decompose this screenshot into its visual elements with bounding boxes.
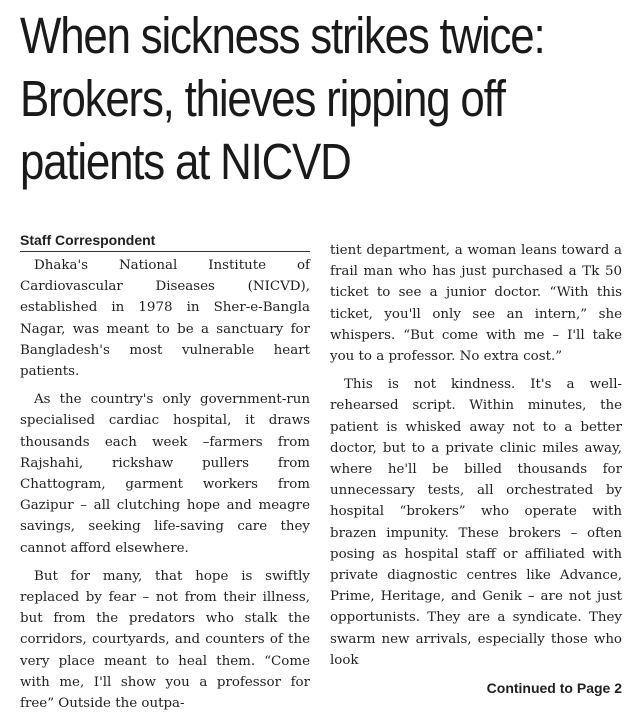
paragraph-2: As the country's only government-run specialised cardiac hospital, it draws thousands each week –farmers from Rajshahi, rickshaw pullers from Chattogram, garment workers from Gazipur – all clutching hope and meagre savings, seeking life-saving care they cannot afford elsewhere. [20,392,310,556]
headline [20,4,545,193]
paragraph-3: But for many, that hope is swiftly replaced by fear – not from their illness, but from the predators who stalk the corridors, courtyards, and counters of the very place meant to heal them. “Come with me, I'll show you a professor for free” Outside the outpa- [20,568,310,712]
headline-line-2: Brokers, thieves ripping off [20,70,505,127]
article-column-right [330,240,622,699]
headline-line-3: patients at NICVD [20,133,351,190]
headline-line-1: When sickness strikes twice: [20,7,545,64]
continued-link[interactable]: Continued to Page 2 [486,680,622,697]
byline: Staff Correspondent [20,230,310,252]
article-column-left [20,230,310,721]
paragraph-4: tient department, a woman leans toward a frail man who has just purchased a Tk 50 ticket to see a junior doctor. “With this ticket, you'll only see an intern,” she whispers. “But come with me – I'll take you to a professor. No extra cost.” [330,243,622,365]
paragraph-5: This is not kindness. It's a well-rehearsed script. Within minutes, the patient is whisked away not to a better doctor, but to a private clinic miles away, where he'll be billed thousands for unnecessary tests, all orchestrated by hospital “brokers” who operate with brazen impunity. These brokers – often posing as hospital staff or affiliated with private diagnostic centres like Advance, Prime, Heritage, and Genik – are not just opportunists. They are a syndicate. They swarm new arrivals, especially those who look [330,377,622,668]
paragraph-1: Dhaka's National Institute of Cardiovascular Diseases (NICVD), established in 1978 in Sher-e-Bangla Nagar, was meant to be a sanctuary for Bangladesh's most vulnerable heart patients. [20,258,310,380]
